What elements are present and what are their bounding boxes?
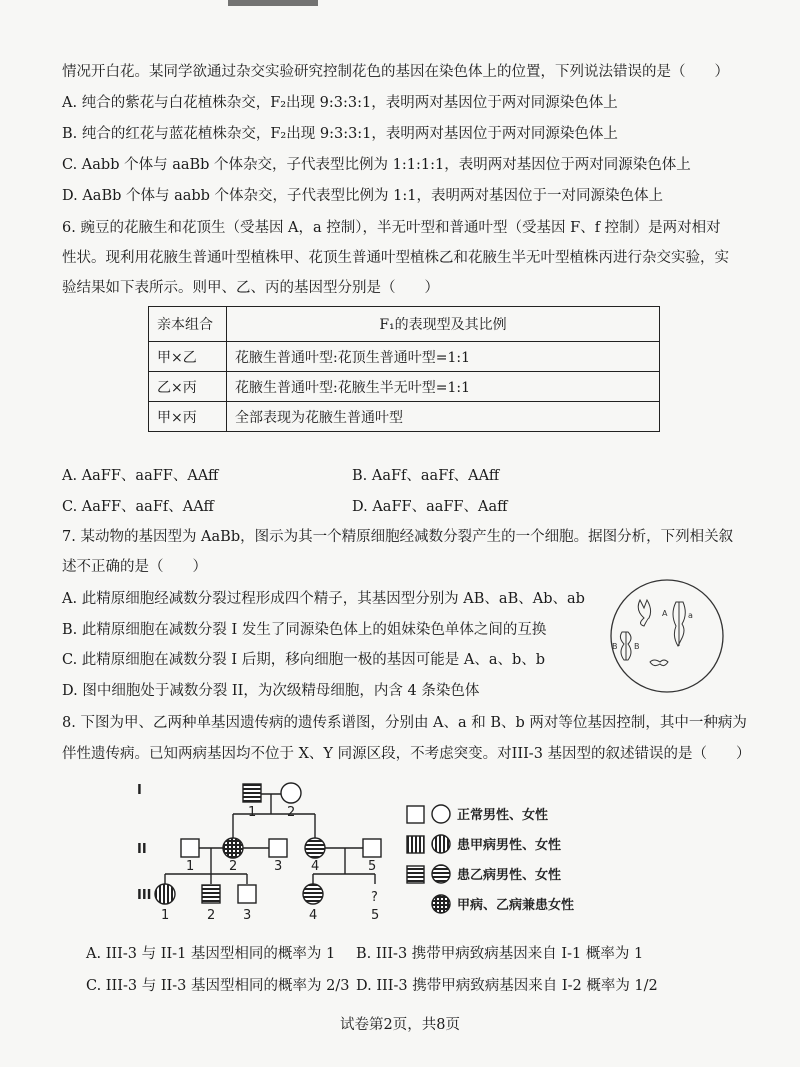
table-cell: 甲×丙 xyxy=(149,402,227,432)
table-cell: 花腋生普通叶型:花顶生普通叶型=1:1 xyxy=(227,342,660,372)
q8-option-b[interactable]: B. III-3 携带甲病致病基因来自 I-1 概率为 1 xyxy=(356,946,644,962)
pedigree-iii4-female-b xyxy=(303,884,323,904)
legend-a-male xyxy=(407,836,424,853)
q6-option-c[interactable]: C. AaFF、aaFf、AAff xyxy=(62,499,214,515)
table-cell: 花腋生普通叶型:花腋生半无叶型=1:1 xyxy=(227,372,660,402)
chromosome-c xyxy=(620,632,631,660)
pedigree-number: 3 xyxy=(243,908,252,923)
cell-label: B xyxy=(634,642,640,651)
q8-option-a[interactable]: A. III-3 与 II-1 基因型相同的概率为 1 xyxy=(86,946,336,962)
pedigree-number: 1 xyxy=(186,859,195,874)
q5-option-b[interactable]: B. 纯合的红花与蓝花植株杂交，F₂出现 9:3:3:1，表明两对基因位于两对同源染色体上 xyxy=(62,126,618,142)
cell-label: B xyxy=(612,642,618,651)
pedigree-iii2-male-b xyxy=(202,885,220,903)
legend-b-female xyxy=(432,865,450,883)
table-row xyxy=(149,372,660,402)
q7-option-d[interactable]: D. 图中细胞处于减数分裂 II，为次级精母细胞，内含 4 条染色体 xyxy=(62,683,480,699)
cell-diagram xyxy=(604,578,732,696)
q8-stem-line1: 8. 下图为甲、乙两种单基因遗传病的遗传系谱图，分别由 A、a 和 B、b 两对等位基因控制，其中一种病为 xyxy=(62,715,747,731)
q8-option-d[interactable]: D. III-3 携带甲病致病基因来自 I-2 概率为 1/2 xyxy=(356,978,658,994)
pedigree-number: 3 xyxy=(274,859,283,874)
legend-normal-male xyxy=(407,806,424,823)
pedigree-ii3-male xyxy=(269,839,287,857)
pedigree-number: 5 xyxy=(368,859,377,874)
pedigree-number: 5 xyxy=(371,908,380,923)
pedigree-unknown-mark: ? xyxy=(371,890,378,905)
q6-option-d[interactable]: D. AaFF、aaFF、Aaff xyxy=(352,499,508,515)
q6-stem-line2: 性状。现利用花腋生普通叶型植株甲、花顶生普通叶型植株乙和花腋生半无叶型植株丙进行杂交实验，实 xyxy=(62,250,729,266)
legend-ab-female xyxy=(432,895,450,913)
q5-option-c[interactable]: C. Aabb 个体与 aaBb 个体杂交，子代表型比例为 1:1:1:1，表明两对基因位于两对同源染色体上 xyxy=(62,157,691,173)
chromosome-d xyxy=(650,660,668,666)
pedigree-number: 4 xyxy=(311,859,320,874)
pedigree-number: 2 xyxy=(229,859,238,874)
q8-stem-line2: 伴性遗传病。已知两病基因均不位于 X、Y 同源区段，不考虑突变。对III-3 基因型的叙述错误的是（ ） xyxy=(62,746,751,762)
q6-stem-line3: 验结果如下表所示。则甲、乙、丙的基因型分别是（ ） xyxy=(62,280,439,296)
gen-label: I xyxy=(137,783,142,798)
q5-option-a[interactable]: A. 纯合的紫花与白花植株杂交，F₂出现 9:3:3:1，表明两对基因位于两对同源染色体上 xyxy=(62,95,618,111)
q7-stem-line2: 述不正确的是（ ） xyxy=(62,559,207,575)
pedigree-i2-female xyxy=(281,783,301,803)
pedigree-number: 2 xyxy=(207,908,216,923)
pedigree-chart xyxy=(135,776,635,926)
cell-label: a xyxy=(688,611,693,620)
q8-option-c[interactable]: C. III-3 与 II-3 基因型相同的概率为 2/3 xyxy=(86,978,350,994)
scan-top-mark xyxy=(228,0,318,6)
intro-line: 情况开白花。某同学欲通过杂交实验研究控制花色的基因在染色体上的位置，下列说法错误的是（ ） xyxy=(62,64,729,80)
page-footer: 试卷第2页，共8页 xyxy=(340,1017,460,1033)
table-header-cell: F₁的表现型及其比例 xyxy=(227,307,660,342)
cell-label: A xyxy=(662,609,668,618)
pedigree-number: 1 xyxy=(248,805,257,820)
cell-membrane xyxy=(611,580,723,692)
q7-option-a[interactable]: A. 此精原细胞经减数分裂过程形成四个精子，其基因型分别为 AB、aB、Ab、ab xyxy=(62,591,585,607)
table-cell: 全部表现为花腋生普通叶型 xyxy=(227,402,660,432)
q7-option-b[interactable]: B. 此精原细胞在减数分裂 I 发生了同源染色体上的姐妹染色单体之间的互换 xyxy=(62,622,547,638)
gen-label: III xyxy=(137,888,152,903)
table-cell: 乙×丙 xyxy=(149,372,227,402)
chromosome-a xyxy=(638,600,650,626)
pedigree-number: 2 xyxy=(287,805,296,820)
q6-stem-line1: 6. 豌豆的花腋生和花顶生（受基因 A，a 控制），半无叶型和普通叶型（受基因 F、f 控制）是两对相对 xyxy=(62,220,721,236)
legend-label: 甲病、乙病兼患女性 xyxy=(457,898,575,913)
legend-a-female xyxy=(432,835,450,853)
table-row xyxy=(149,402,660,432)
pedigree-ii5-male xyxy=(363,839,381,857)
q6-option-b[interactable]: B. AaFf、aaFf、AAff xyxy=(352,468,500,484)
gen-label: II xyxy=(137,842,147,857)
q5-option-d[interactable]: D. AaBb 个体与 aabb 个体杂交，子代表型比例为 1:1，表明两对基因位于一对同源染色体上 xyxy=(62,188,664,204)
q7-stem-line1: 7. 某动物的基因型为 AaBb，图示为其一个精原细胞经减数分裂产生的一个细胞。据图分析，下列相关叙 xyxy=(62,529,734,545)
legend-normal-female xyxy=(432,805,450,823)
pedigree-ii2-female-ab xyxy=(223,838,243,858)
legend-b-male xyxy=(407,866,424,883)
pedigree-ii4-female-b xyxy=(305,838,325,858)
legend-label: 正常男性、女性 xyxy=(457,808,549,823)
table-cell: 甲×乙 xyxy=(149,342,227,372)
legend-label: 患甲病男性、女性 xyxy=(457,838,562,853)
pedigree-i1-male-b xyxy=(243,784,261,802)
q6-cross-table xyxy=(148,306,660,432)
legend-label: 患乙病男性、女性 xyxy=(457,868,562,883)
q7-option-c[interactable]: C. 此精原细胞在减数分裂 I 后期，移向细胞一极的基因可能是 A、a、b、b xyxy=(62,652,546,668)
pedigree-iii3-male xyxy=(238,885,256,903)
q6-option-a[interactable]: A. AaFF、aaFF、AAff xyxy=(62,468,219,484)
table-header-cell: 亲本组合 xyxy=(149,307,227,342)
pedigree-number: 4 xyxy=(309,908,318,923)
pedigree-iii1-female-a xyxy=(155,884,175,904)
table-row xyxy=(149,342,660,372)
chromosome-b xyxy=(673,602,685,646)
table-header-row xyxy=(149,307,660,342)
pedigree-ii1-male xyxy=(181,839,199,857)
pedigree-number: 1 xyxy=(161,908,170,923)
